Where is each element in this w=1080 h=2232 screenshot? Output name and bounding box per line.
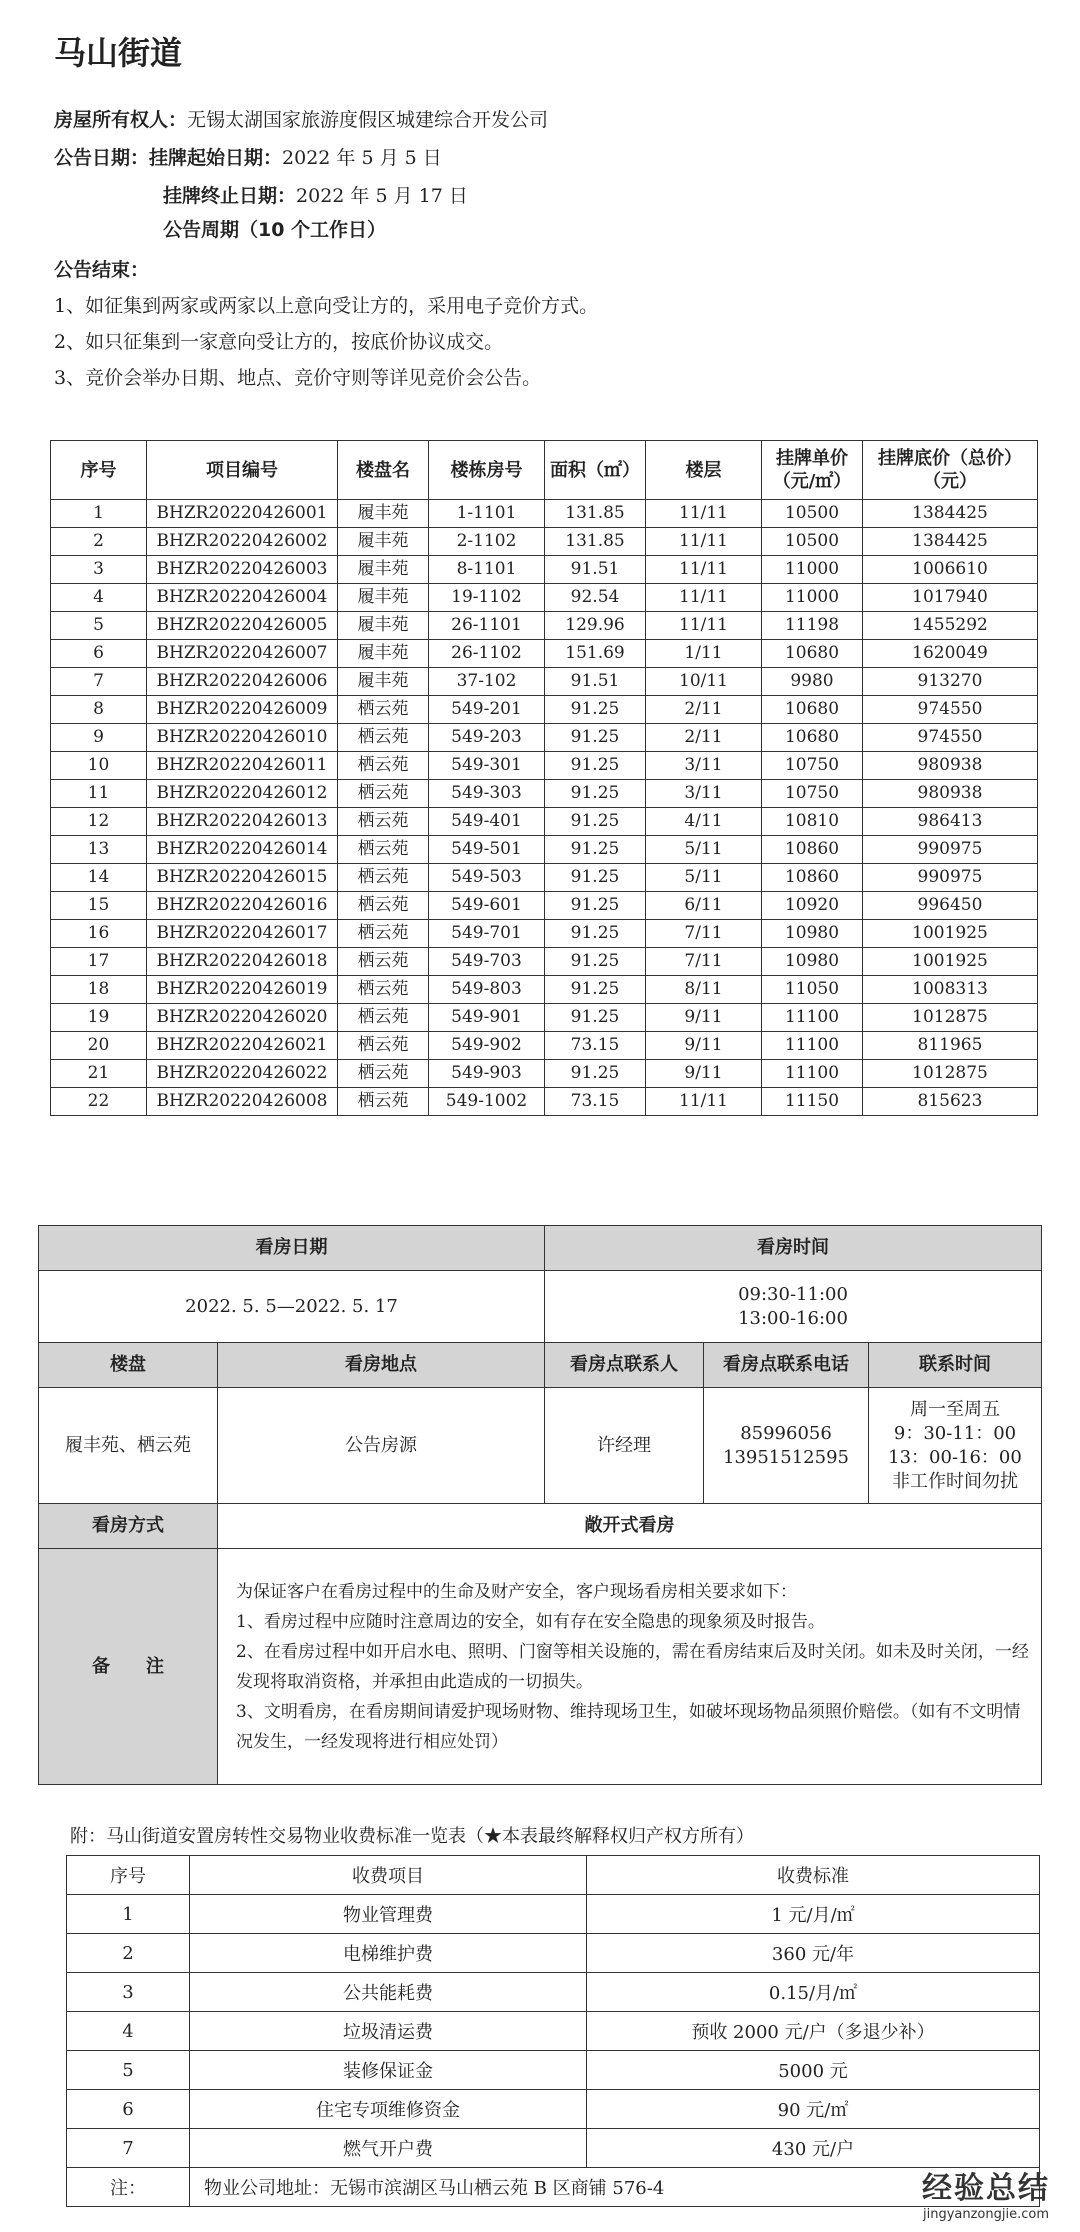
listing-header-cell: 楼盘名 <box>338 441 429 500</box>
listing-header-cell: 楼层 <box>646 441 762 500</box>
listing-cell: 91.25 <box>545 948 646 976</box>
listing-header-cell: 面积（㎡） <box>545 441 646 500</box>
result-item-1: 1、如征集到两家或两家以上意向受让方的，采用电子竞价方式。 <box>54 295 599 317</box>
listing-cell: 10810 <box>762 808 863 836</box>
fee-row <box>67 2051 1040 2090</box>
listing-cell: 栖云苑 <box>338 948 429 976</box>
contact-time-line: 周一至周五 <box>910 1398 1000 1420</box>
listing-cell: 91.25 <box>545 920 646 948</box>
listing-cell: 7/11 <box>646 948 762 976</box>
fee-row <box>67 1973 1040 2012</box>
fee-cell: 6 <box>67 2090 190 2129</box>
listing-cell: 16 <box>51 920 147 948</box>
listing-cell: 913270 <box>863 668 1038 696</box>
listing-cell: 履丰苑 <box>338 528 429 556</box>
listing-cell: 6/11 <box>646 892 762 920</box>
listing-cell: 6 <box>51 640 147 668</box>
listing-cell: BHZR20220426014 <box>147 836 338 864</box>
listing-table <box>50 440 1038 1116</box>
listing-cell: 1017940 <box>863 584 1038 612</box>
estate-header: 楼盘 <box>39 1343 218 1388</box>
listing-cell: 履丰苑 <box>338 640 429 668</box>
listing-cell: BHZR20220426021 <box>147 1032 338 1060</box>
fee-row <box>67 2129 1040 2168</box>
notes-line: 为保证客户在看房过程中的生命及财产安全，客户现场看房相关要求如下： <box>236 1581 797 1602</box>
fee-cell: 90 元/㎡ <box>587 2090 1040 2129</box>
listing-cell: 73.15 <box>545 1032 646 1060</box>
listing-row <box>51 528 1038 556</box>
listing-cell: 8/11 <box>646 976 762 1004</box>
listing-row <box>51 836 1038 864</box>
listing-row <box>51 612 1038 640</box>
listing-row <box>51 556 1038 584</box>
listing-cell: 10680 <box>762 696 863 724</box>
listing-cell: BHZR20220426008 <box>147 1088 338 1116</box>
listing-cell: 11150 <box>762 1088 863 1116</box>
listing-cell: BHZR20220426017 <box>147 920 338 948</box>
listing-cell: 栖云苑 <box>338 780 429 808</box>
listing-cell: 91.25 <box>545 780 646 808</box>
listing-cell: 549-501 <box>429 836 545 864</box>
result-label-text: 公告结束： <box>54 259 150 281</box>
listing-cell: 549-503 <box>429 864 545 892</box>
listing-cell: 13 <box>51 836 147 864</box>
listing-cell: 栖云苑 <box>338 1060 429 1088</box>
fee-cell: 5 <box>67 2051 190 2090</box>
listing-cell: 10/11 <box>646 668 762 696</box>
location-header: 看房地点 <box>218 1343 545 1388</box>
listing-cell: 5/11 <box>646 836 762 864</box>
listing-cell: 91.25 <box>545 864 646 892</box>
listing-cell: 21 <box>51 1060 147 1088</box>
listing-cell: BHZR20220426011 <box>147 752 338 780</box>
listing-cell: 10750 <box>762 752 863 780</box>
listing-row <box>51 780 1038 808</box>
viewing-time-afternoon: 13:00-16:00 <box>738 1307 848 1329</box>
listing-cell: 栖云苑 <box>338 752 429 780</box>
listing-cell: 9980 <box>762 668 863 696</box>
listing-cell: 1455292 <box>863 612 1038 640</box>
listing-row <box>51 752 1038 780</box>
listing-cell: 26-1101 <box>429 612 545 640</box>
listing-cell: 980938 <box>863 780 1038 808</box>
contact-time-line: 9：30-11：00 <box>893 1422 1017 1444</box>
notes-line: 1、看房过程中应随时注意周边的安全，如有存在安全隐患的现象须及时报告。 <box>236 1611 825 1632</box>
listing-cell: 11/11 <box>646 612 762 640</box>
listing-row <box>51 1088 1038 1116</box>
listing-cell: 10980 <box>762 948 863 976</box>
fee-header-row <box>67 1856 1040 1895</box>
listing-cell: 9/11 <box>646 1032 762 1060</box>
listing-row <box>51 892 1038 920</box>
listing-cell: 974550 <box>863 724 1038 752</box>
listing-cell: 91.25 <box>545 808 646 836</box>
fee-note-label: 注： <box>67 2168 190 2207</box>
listing-cell: 811965 <box>863 1032 1038 1060</box>
listing-cell: BHZR20220426013 <box>147 808 338 836</box>
listing-header-cell: 序号 <box>51 441 147 500</box>
contact-time-header: 联系时间 <box>869 1343 1042 1388</box>
fee-table-caption: 附：马山街道安置房转性交易物业收费标准一览表（★本表最终解释权归产权方所有） <box>70 1826 754 1847</box>
end-date-line <box>163 182 468 210</box>
result-item-2: 2、如只征集到一家意向受让方的，按底价协议成交。 <box>54 331 504 353</box>
listing-cell: 12 <box>51 808 147 836</box>
listing-cell: 2/11 <box>646 696 762 724</box>
owner-value: 无锡太湖国家旅游度假区城建综合开发公司 <box>187 109 549 131</box>
viewing-time-value <box>545 1271 1042 1343</box>
listing-cell: 91.51 <box>545 556 646 584</box>
listing-cell: 91.25 <box>545 1060 646 1088</box>
watermark-text: 经验总结 <box>922 2171 1050 2206</box>
listing-cell: 549-201 <box>429 696 545 724</box>
owner-label: 房屋所有权人： <box>54 109 188 131</box>
listing-cell: 131.85 <box>545 528 646 556</box>
listing-cell: 549-902 <box>429 1032 545 1060</box>
listing-cell: 7/11 <box>646 920 762 948</box>
fee-row <box>67 2090 1040 2129</box>
listing-cell: BHZR20220426009 <box>147 696 338 724</box>
listing-cell: 3/11 <box>646 752 762 780</box>
listing-cell: 10680 <box>762 640 863 668</box>
listing-cell: 91.25 <box>545 976 646 1004</box>
start-date-label: 挂牌起始日期： <box>149 147 283 169</box>
listing-row <box>51 500 1038 528</box>
listing-cell: 990975 <box>863 864 1038 892</box>
listing-cell: 11 <box>51 780 147 808</box>
listing-cell: 91.25 <box>545 836 646 864</box>
listing-cell: BHZR20220426005 <box>147 612 338 640</box>
listing-cell: 11100 <box>762 1032 863 1060</box>
listing-cell: 986413 <box>863 808 1038 836</box>
listing-row <box>51 948 1038 976</box>
fee-cell: 装修保证金 <box>190 2051 587 2090</box>
listing-cell: 91.25 <box>545 1004 646 1032</box>
listing-cell: 18 <box>51 976 147 1004</box>
listing-cell: 92.54 <box>545 584 646 612</box>
listing-cell: 4 <box>51 584 147 612</box>
fee-row <box>67 1934 1040 1973</box>
fee-cell: 住宅专项维修资金 <box>190 2090 587 2129</box>
listing-cell: 8 <box>51 696 147 724</box>
listing-cell: 15 <box>51 892 147 920</box>
listing-cell: 栖云苑 <box>338 892 429 920</box>
fee-cell: 电梯维护费 <box>190 1934 587 1973</box>
fee-header-cell: 收费标准 <box>587 1856 1040 1895</box>
viewing-table <box>38 1225 1042 1785</box>
listing-header-cell: 挂牌底价（总价）（元） <box>863 441 1038 500</box>
listing-row <box>51 668 1038 696</box>
listing-cell: 1/11 <box>646 640 762 668</box>
listing-cell: 11000 <box>762 556 863 584</box>
fee-header-cell: 收费项目 <box>190 1856 587 1895</box>
fee-cell: 1 <box>67 1895 190 1934</box>
listing-cell: 1012875 <box>863 1060 1038 1088</box>
contact-value: 许经理 <box>545 1388 704 1504</box>
page-title: 马山街道 <box>54 34 183 72</box>
listing-cell: BHZR20220426006 <box>147 668 338 696</box>
listing-cell: 栖云苑 <box>338 864 429 892</box>
listing-cell: 4/11 <box>646 808 762 836</box>
listing-cell: 1384425 <box>863 528 1038 556</box>
fee-note-value: 物业公司地址：无锡市滨湖区马山栖云苑 B 区商铺 576-4 <box>190 2168 1040 2207</box>
result-item-3: 3、竞价会举办日期、地点、竞价守则等详见竞价会公告。 <box>54 367 542 389</box>
viewing-date-value: 2022. 5. 5—2022. 5. 17 <box>39 1271 545 1343</box>
listing-cell: 549-903 <box>429 1060 545 1088</box>
contact-time-line: 13：00-16：00 <box>888 1446 1022 1468</box>
fee-cell: 燃气开户费 <box>190 2129 587 2168</box>
listing-cell: 549-301 <box>429 752 545 780</box>
listing-cell: 980938 <box>863 752 1038 780</box>
listing-cell: 栖云苑 <box>338 724 429 752</box>
listing-row <box>51 864 1038 892</box>
fee-cell: 垃圾清运费 <box>190 2012 587 2051</box>
listing-cell: 10 <box>51 752 147 780</box>
listing-cell: 栖云苑 <box>338 976 429 1004</box>
fee-cell: 预收 2000 元/户（多退少补） <box>587 2012 1040 2051</box>
listing-cell: BHZR20220426018 <box>147 948 338 976</box>
listing-cell: 19 <box>51 1004 147 1032</box>
viewing-date-header: 看房日期 <box>39 1226 545 1271</box>
listing-row <box>51 808 1038 836</box>
phone-landline: 85996056 <box>740 1422 832 1444</box>
location-value: 公告房源 <box>218 1388 545 1504</box>
listing-cell: 37-102 <box>429 668 545 696</box>
listing-cell: 栖云苑 <box>338 1088 429 1116</box>
listing-cell: 1001925 <box>863 920 1038 948</box>
listing-cell: 26-1102 <box>429 640 545 668</box>
listing-cell: 履丰苑 <box>338 612 429 640</box>
listing-cell: 2 <box>51 528 147 556</box>
listing-cell: BHZR20220426010 <box>147 724 338 752</box>
fee-cell: 2 <box>67 1934 190 1973</box>
fee-row <box>67 1895 1040 1934</box>
listing-cell: BHZR20220426004 <box>147 584 338 612</box>
listing-cell: 91.25 <box>545 696 646 724</box>
listing-cell: 11198 <box>762 612 863 640</box>
listing-cell: 10500 <box>762 500 863 528</box>
listing-cell: 栖云苑 <box>338 808 429 836</box>
listing-cell: BHZR20220426020 <box>147 1004 338 1032</box>
listing-cell: 履丰苑 <box>338 584 429 612</box>
fee-note-row <box>67 2168 1040 2207</box>
listing-cell: 151.69 <box>545 640 646 668</box>
listing-cell: 10750 <box>762 780 863 808</box>
listing-header-cell: 挂牌单价（元/㎡） <box>762 441 863 500</box>
listing-cell: 549-803 <box>429 976 545 1004</box>
listing-cell: 10980 <box>762 920 863 948</box>
notes-content <box>218 1549 1042 1785</box>
end-date-label: 挂牌终止日期： <box>163 185 297 207</box>
listing-header-cell: 楼栋房号 <box>429 441 545 500</box>
listing-row <box>51 696 1038 724</box>
fee-cell: 7 <box>67 2129 190 2168</box>
listing-cell: 1012875 <box>863 1004 1038 1032</box>
estate-value: 履丰苑、栖云苑 <box>39 1388 218 1504</box>
watermark <box>922 2163 1050 2222</box>
notes-line: 2、在看房过程中如开启水电、照明、门窗等相关设施的，需在看房结束后及时关闭。如未及时关闭，一经发现将取消资格，并承担由此造成的一切损失。 <box>236 1641 1029 1692</box>
contact-time-line: 非工作时间勿扰 <box>892 1470 1018 1492</box>
listing-row <box>51 976 1038 1004</box>
fee-cell: 4 <box>67 2012 190 2051</box>
fee-table <box>66 1855 1040 2207</box>
listing-cell: 1 <box>51 500 147 528</box>
fee-row <box>67 2012 1040 2051</box>
listing-cell: 8-1101 <box>429 556 545 584</box>
listing-cell: 履丰苑 <box>338 500 429 528</box>
fee-cell: 物业管理费 <box>190 1895 587 1934</box>
listing-row <box>51 1060 1038 1088</box>
listing-cell: 549-401 <box>429 808 545 836</box>
start-date-line <box>54 144 442 172</box>
listing-cell: 91.51 <box>545 668 646 696</box>
fee-cell: 3 <box>67 1973 190 2012</box>
fee-cell: 0.15/月/㎡ <box>587 1973 1040 2012</box>
listing-cell: 9/11 <box>646 1060 762 1088</box>
listing-cell: 549-703 <box>429 948 545 976</box>
listing-cell: 91.25 <box>545 752 646 780</box>
listing-header-row <box>51 441 1038 500</box>
fee-cell: 430 元/户 <box>587 2129 1040 2168</box>
fee-body <box>67 1895 1040 2168</box>
phone-mobile: 13951512595 <box>723 1446 849 1468</box>
listing-cell: 549-701 <box>429 920 545 948</box>
listing-cell: 11/11 <box>646 500 762 528</box>
listing-cell: 5 <box>51 612 147 640</box>
phone-header: 看房点联系电话 <box>704 1343 869 1388</box>
listing-cell: 549-601 <box>429 892 545 920</box>
listing-cell: 549-901 <box>429 1004 545 1032</box>
listing-row <box>51 584 1038 612</box>
listing-cell: 549-1002 <box>429 1088 545 1116</box>
listing-cell: 11/11 <box>646 584 762 612</box>
listing-cell: 栖云苑 <box>338 836 429 864</box>
listing-cell: 3 <box>51 556 147 584</box>
listing-cell: 14 <box>51 864 147 892</box>
listing-cell: 73.15 <box>545 1088 646 1116</box>
listing-cell: 10860 <box>762 836 863 864</box>
listing-cell: 549-303 <box>429 780 545 808</box>
fee-cell: 360 元/年 <box>587 1934 1040 1973</box>
listing-body <box>51 500 1038 1116</box>
listing-cell: 1008313 <box>863 976 1038 1004</box>
listing-cell: 2/11 <box>646 724 762 752</box>
listing-cell: 栖云苑 <box>338 920 429 948</box>
listing-cell: 3/11 <box>646 780 762 808</box>
listing-cell: 11100 <box>762 1060 863 1088</box>
listing-cell: 9/11 <box>646 1004 762 1032</box>
result-label <box>54 256 149 284</box>
listing-cell: 91.25 <box>545 892 646 920</box>
listing-cell: 990975 <box>863 836 1038 864</box>
fee-cell: 1 元/月/㎡ <box>587 1895 1040 1934</box>
listing-row <box>51 724 1038 752</box>
listing-cell: 2-1102 <box>429 528 545 556</box>
notes-line: 3、文明看房，在看房期间请爱护现场财物、维持现场卫生，如破坏现场物品须照价赔偿。（如有不文明情况发生，一经发现将进行相应处罚） <box>236 1701 1021 1752</box>
phone-value <box>704 1388 869 1504</box>
notes-label: 备 注 <box>39 1549 218 1785</box>
listing-cell: 549-203 <box>429 724 545 752</box>
contact-time-value <box>869 1388 1042 1504</box>
listing-cell: 1001925 <box>863 948 1038 976</box>
listing-cell: 17 <box>51 948 147 976</box>
listing-cell: 1006610 <box>863 556 1038 584</box>
notice-period-text: 公告周期（10 个工作日） <box>163 219 387 241</box>
listing-cell: BHZR20220426001 <box>147 500 338 528</box>
listing-cell: 10920 <box>762 892 863 920</box>
viewing-time-header: 看房时间 <box>545 1226 1042 1271</box>
listing-row <box>51 920 1038 948</box>
listing-row <box>51 1032 1038 1060</box>
listing-cell: 履丰苑 <box>338 556 429 584</box>
notice-period <box>163 216 386 244</box>
listing-cell: 131.85 <box>545 500 646 528</box>
listing-cell: BHZR20220426007 <box>147 640 338 668</box>
owner-line <box>54 106 548 134</box>
listing-cell: 11100 <box>762 1004 863 1032</box>
listing-cell: 履丰苑 <box>338 668 429 696</box>
listing-cell: 996450 <box>863 892 1038 920</box>
listing-cell: 129.96 <box>545 612 646 640</box>
listing-cell: 10680 <box>762 724 863 752</box>
fee-cell: 5000 元 <box>587 2051 1040 2090</box>
listing-cell: 11/11 <box>646 556 762 584</box>
listing-cell: BHZR20220426016 <box>147 892 338 920</box>
listing-cell: BHZR20220426015 <box>147 864 338 892</box>
listing-cell: 815623 <box>863 1088 1038 1116</box>
listing-cell: 20 <box>51 1032 147 1060</box>
listing-cell: BHZR20220426012 <box>147 780 338 808</box>
viewing-time-morning: 09:30-11:00 <box>738 1283 848 1305</box>
listing-cell: BHZR20220426019 <box>147 976 338 1004</box>
listing-header-cell: 项目编号 <box>147 441 338 500</box>
listing-row <box>51 640 1038 668</box>
listing-cell: 栖云苑 <box>338 1032 429 1060</box>
listing-cell: 11/11 <box>646 1088 762 1116</box>
watermark-url: jingyanzongjie.com <box>922 2207 1049 2222</box>
notice-date-label: 公告日期： <box>54 147 150 169</box>
listing-row <box>51 1004 1038 1032</box>
fee-cell: 公共能耗费 <box>190 1973 587 2012</box>
listing-cell: 10500 <box>762 528 863 556</box>
listing-cell: 11000 <box>762 584 863 612</box>
listing-cell: 1384425 <box>863 500 1038 528</box>
listing-cell: BHZR20220426022 <box>147 1060 338 1088</box>
contact-header: 看房点联系人 <box>545 1343 704 1388</box>
listing-cell: 11050 <box>762 976 863 1004</box>
listing-cell: 1620049 <box>863 640 1038 668</box>
listing-cell: BHZR20220426003 <box>147 556 338 584</box>
listing-cell: 7 <box>51 668 147 696</box>
listing-cell: 11/11 <box>646 528 762 556</box>
listing-cell: 19-1102 <box>429 584 545 612</box>
listing-cell: 栖云苑 <box>338 1004 429 1032</box>
method-value: 敞开式看房 <box>218 1504 1042 1549</box>
start-date-value: 2022 年 5 月 5 日 <box>282 147 442 169</box>
listing-cell: 9 <box>51 724 147 752</box>
listing-cell: 栖云苑 <box>338 696 429 724</box>
listing-cell: BHZR20220426002 <box>147 528 338 556</box>
listing-cell: 22 <box>51 1088 147 1116</box>
listing-cell: 91.25 <box>545 724 646 752</box>
listing-cell: 1-1101 <box>429 500 545 528</box>
listing-cell: 10860 <box>762 864 863 892</box>
method-label: 看房方式 <box>39 1504 218 1549</box>
listing-cell: 5/11 <box>646 864 762 892</box>
end-date-value: 2022 年 5 月 17 日 <box>296 185 468 207</box>
listing-cell: 974550 <box>863 696 1038 724</box>
fee-header-cell: 序号 <box>67 1856 190 1895</box>
